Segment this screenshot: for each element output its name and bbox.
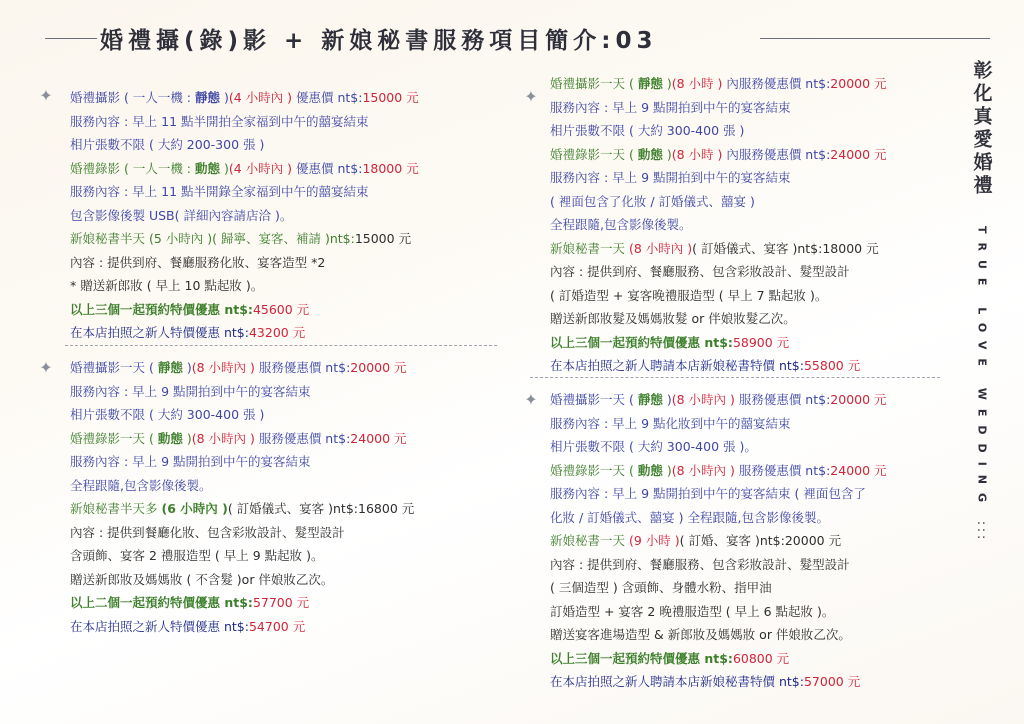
- text-segment: 45600 元: [252, 301, 310, 317]
- sparkle-icon: ✦: [524, 390, 538, 409]
- text-segment: (4 小時內 ): [228, 90, 293, 105]
- text-segment: 18000 元: [822, 240, 879, 256]
- text-segment: 內容 : 提供到餐廳化妝、包含彩妝設計、髮型設計: [70, 524, 345, 540]
- text-segment: 婚禮錄影一天 (: [550, 462, 638, 478]
- text-segment: 內容 : 提供到府、餐廳服務、包含彩妝設計、髮型設計: [550, 556, 850, 572]
- text-segment: (8 小時內 ): [191, 430, 255, 446]
- section-divider: [65, 345, 497, 346]
- text-segment: 服務優惠價 nt$:: [734, 392, 831, 407]
- text-line: [70, 157, 419, 181]
- text-segment: ): [662, 146, 672, 162]
- text-segment: 相片張數不限 ( 大約 300-400 張 ): [70, 407, 265, 422]
- text-line: [70, 298, 419, 322]
- text-segment: 內服務優惠價 nt$:: [722, 146, 831, 162]
- text-segment: 在本店拍照之新人特價優惠 nt$:: [70, 325, 249, 340]
- text-segment: (8 小時 ): [671, 146, 723, 162]
- text-segment: 服務內容 : 早上 11 點半開錄全家福到中午的囍宴結束: [70, 184, 369, 199]
- text-segment: 化妝 / 訂婚儀式、囍宴 ) 全程跟隨,包含影像後製。: [550, 509, 829, 525]
- text-segment: 新娘秘書半天 (5 小時內 )( 歸寧、宴客、補請 )nt$:: [70, 231, 355, 246]
- text-segment: 動態: [637, 462, 663, 478]
- text-segment: 服務優惠價 nt$:: [254, 430, 351, 446]
- text-segment: * 贈送新郎妝 ( 早上 10 點起妝 )。: [70, 278, 264, 293]
- text-segment: 20000 元: [830, 392, 887, 407]
- text-segment: 57000 元: [803, 674, 861, 689]
- text-segment: 服務內容 : 早上 9 點開拍到中午的宴客結束: [70, 383, 311, 399]
- text-segment: 以上三個一起預約特價優惠 nt$:: [70, 301, 253, 317]
- text-line: [70, 427, 414, 451]
- text-segment: 內容 : 提供到府、餐廳服務、包含彩妝設計、髮型設計: [550, 264, 850, 279]
- text-segment: 新娘秘書半天多: [70, 501, 162, 516]
- text-line: [550, 166, 887, 190]
- brand-sidebar: [960, 60, 1004, 542]
- text-segment: 婚禮攝影 ( 一人一機 :: [70, 90, 195, 105]
- text-segment: (6 小時內 ): [161, 501, 228, 516]
- text-line: [70, 450, 414, 474]
- text-segment: (8 小時內 ): [671, 392, 735, 407]
- text-segment: 以上三個一起預約特價優惠 nt$:: [550, 650, 733, 666]
- text-line: [550, 412, 887, 436]
- text-segment: 24000 元: [350, 430, 407, 446]
- text-line: [550, 647, 887, 671]
- text-segment: 新娘秘書一天: [550, 533, 629, 548]
- text-segment: (9 小時 ): [628, 533, 680, 548]
- text-line: [70, 251, 419, 275]
- text-segment: ): [220, 160, 229, 176]
- text-segment: 在本店拍照之新人聘請本店新娘秘書特價 nt$:: [550, 358, 804, 373]
- text-segment: ): [662, 76, 672, 91]
- text-segment: 靜態: [194, 90, 220, 105]
- text-segment: 以上三個一起預約特價優惠 nt$:: [550, 334, 733, 350]
- text-line: [550, 388, 887, 412]
- text-line: [550, 190, 887, 214]
- text-segment: 20000 元: [830, 76, 887, 91]
- text-segment: 婚禮攝影一天 (: [70, 360, 158, 375]
- text-line: [70, 474, 414, 498]
- text-segment: 57700 元: [252, 595, 310, 610]
- text-segment: 18000 元: [362, 160, 419, 176]
- text-segment: (8 小時內 ): [671, 462, 735, 478]
- text-segment: 在本店拍照之新人特價優惠 nt$:: [70, 618, 249, 634]
- text-segment: 服務內容 : 早上 9 點開拍到中午的宴客結束 ( 裡面包含了: [550, 486, 866, 501]
- text-line: [70, 180, 419, 204]
- sparkle-icon: ✦: [39, 86, 53, 105]
- text-segment: 43200 元: [248, 325, 306, 340]
- text-segment: ( 裡面包含了化妝 / 訂婚儀式、囍宴 ): [550, 193, 755, 209]
- text-segment: 20000 元: [784, 533, 842, 548]
- text-segment: 動態: [194, 160, 220, 176]
- text-line: [70, 521, 414, 545]
- text-line: [550, 260, 887, 284]
- text-segment: 婚禮攝影一天 (: [550, 76, 638, 91]
- text-segment: ): [182, 360, 192, 375]
- text-segment: 15000 元: [354, 231, 412, 246]
- text-segment: 相片張數不限 ( 大約 200-300 張 ): [70, 137, 265, 152]
- text-segment: 優惠價 nt$:: [292, 160, 363, 176]
- text-segment: ( 訂婚儀式、宴客 )nt$:: [227, 501, 359, 516]
- text-segment: 動態: [157, 430, 183, 446]
- text-segment: (8 小時內 ): [191, 360, 255, 375]
- text-segment: 內容 : 提供到府、餐廳服務化妝、宴客造型 *2: [70, 254, 326, 270]
- text-segment: ): [182, 430, 192, 446]
- title-rule-right: [760, 38, 990, 39]
- text-line: [70, 568, 414, 592]
- brand-name-chinese: 彰化真愛婚禮: [970, 60, 993, 198]
- text-line: [70, 227, 419, 251]
- text-line: [550, 72, 887, 96]
- text-line: [550, 600, 887, 624]
- text-segment: ): [662, 462, 672, 478]
- decorative-dots: :::: [975, 521, 989, 543]
- text-line: [70, 356, 414, 380]
- text-segment: 16800 元: [358, 501, 415, 516]
- text-segment: 靜態: [637, 392, 663, 407]
- text-segment: 20000 元: [350, 360, 407, 375]
- text-segment: 婚禮攝影一天 (: [550, 392, 638, 407]
- text-line: [70, 497, 414, 521]
- text-segment: 相片張數不限 ( 大約 300-400 張 )。: [550, 439, 757, 454]
- text-segment: 贈送新郎妝及媽媽妝 ( 不含髮 )or 伴娘妝乙次。: [70, 571, 334, 587]
- text-line: [550, 482, 887, 506]
- text-segment: ( 三個造型 ) 含頭飾、身體水粉、指甲油: [550, 580, 772, 595]
- text-segment: 15000 元: [362, 90, 419, 105]
- text-line: [550, 623, 887, 647]
- text-segment: ( 訂婚、宴客 )nt$:: [679, 533, 785, 548]
- text-segment: (8 小時內 ): [628, 240, 693, 256]
- text-segment: 全程跟隨,包含影像後製。: [70, 477, 212, 493]
- text-segment: 以上二個一起預約特價優惠 nt$:: [70, 595, 253, 610]
- text-segment: 贈送宴客進場造型 & 新郎妝及媽媽妝 or 伴娘妝乙次。: [550, 627, 851, 642]
- text-segment: 服務優惠價 nt$:: [734, 462, 831, 478]
- text-line: [70, 544, 414, 568]
- text-line: [70, 86, 419, 110]
- text-segment: 24000 元: [830, 462, 887, 478]
- text-segment: 服務優惠價 nt$:: [254, 360, 351, 375]
- text-line: [550, 213, 887, 237]
- text-segment: 服務內容 : 早上 9 點開拍到中午的宴客結束: [550, 170, 791, 185]
- sparkle-icon: ✦: [524, 87, 538, 106]
- text-segment: (8 小時 ): [671, 76, 723, 91]
- text-line: [70, 380, 414, 404]
- text-segment: 動態: [637, 146, 663, 162]
- text-line: [550, 435, 887, 459]
- text-segment: 包含影像後製 USB( 詳細內容請店洽 )。: [70, 207, 293, 223]
- text-segment: 在本店拍照之新人聘請本店新娘秘書特價 nt$:: [550, 674, 804, 689]
- text-segment: ): [220, 90, 229, 105]
- text-line: [550, 670, 887, 694]
- text-segment: 優惠價 nt$:: [292, 90, 363, 105]
- text-segment: ( 訂婚造型 + 宴客晚禮服造型 ( 早上 7 點起妝 )。: [550, 287, 828, 303]
- text-segment: 新娘秘書一天: [550, 240, 629, 256]
- text-segment: 服務內容 : 早上 9 點開拍到中午的宴客結束: [550, 99, 791, 115]
- text-line: [550, 459, 887, 483]
- text-line: [550, 331, 887, 355]
- text-line: [550, 284, 887, 308]
- text-segment: 服務內容 : 早上 9 點化妝到中午的囍宴結束: [550, 415, 791, 431]
- text-line: [70, 133, 419, 157]
- text-line: [550, 119, 887, 143]
- text-line: [550, 529, 887, 553]
- text-segment: 含頭飾、宴客 2 禮服造型 ( 早上 9 點起妝 )。: [70, 548, 324, 563]
- text-segment: 60800 元: [732, 650, 790, 666]
- text-segment: 婚禮錄影一天 (: [550, 146, 638, 162]
- text-segment: 24000 元: [830, 146, 887, 162]
- text-line: [550, 307, 887, 331]
- page-title: 婚禮攝(錄)影 + 新娘秘書服務項目簡介:03: [100, 28, 658, 54]
- sparkle-icon: ✦: [39, 358, 53, 377]
- text-line: [70, 110, 419, 134]
- text-line: [70, 274, 419, 298]
- text-segment: 服務內容 : 早上 9 點開拍到中午的宴客結束: [70, 454, 311, 469]
- text-line: [70, 321, 419, 345]
- text-line: [550, 354, 887, 378]
- text-line: [550, 553, 887, 577]
- title-rule-left: [45, 38, 97, 39]
- text-segment: (4 小時內 ): [228, 160, 293, 176]
- text-line: [550, 576, 887, 600]
- text-line: [550, 237, 887, 261]
- text-segment: 訂婚造型 + 宴客 2 晚禮服造型 ( 早上 6 點起妝 )。: [550, 603, 835, 619]
- text-segment: 靜態: [157, 360, 183, 375]
- text-segment: 婚禮錄影 ( 一人一機 :: [70, 160, 195, 176]
- brand-name-english: TRUE LOVE WEDDING: [975, 226, 989, 512]
- text-segment: 贈送新郎妝髮及媽媽妝髮 or 伴娘妝髮乙次。: [550, 311, 796, 326]
- text-line: [70, 204, 419, 228]
- text-segment: 55800 元: [803, 358, 861, 373]
- text-line: [70, 591, 414, 615]
- text-segment: 內服務優惠價 nt$:: [722, 76, 831, 91]
- text-segment: 全程跟隨,包含影像後製。: [550, 217, 692, 232]
- text-segment: 婚禮錄影一天 (: [70, 430, 158, 446]
- text-segment: ): [662, 392, 672, 407]
- text-line: [70, 615, 414, 639]
- text-segment: 靜態: [637, 76, 663, 91]
- package-left-bottom: [70, 356, 414, 638]
- text-segment: 54700 元: [248, 618, 306, 634]
- text-line: [550, 96, 887, 120]
- text-line: [550, 506, 887, 530]
- text-segment: 服務內容 : 早上 11 點半開拍全家福到中午的囍宴結束: [70, 113, 369, 129]
- text-line: [550, 143, 887, 167]
- text-segment: 相片張數不限 ( 大約 300-400 張 ): [550, 123, 745, 138]
- package-right-bottom: [550, 388, 887, 694]
- text-line: [70, 403, 414, 427]
- package-right-top: [550, 72, 887, 378]
- package-left-top: [70, 86, 419, 345]
- text-segment: ( 訂婚儀式、宴客 )nt$:: [692, 240, 823, 256]
- text-segment: 58900 元: [732, 334, 790, 350]
- section-divider: [530, 377, 940, 378]
